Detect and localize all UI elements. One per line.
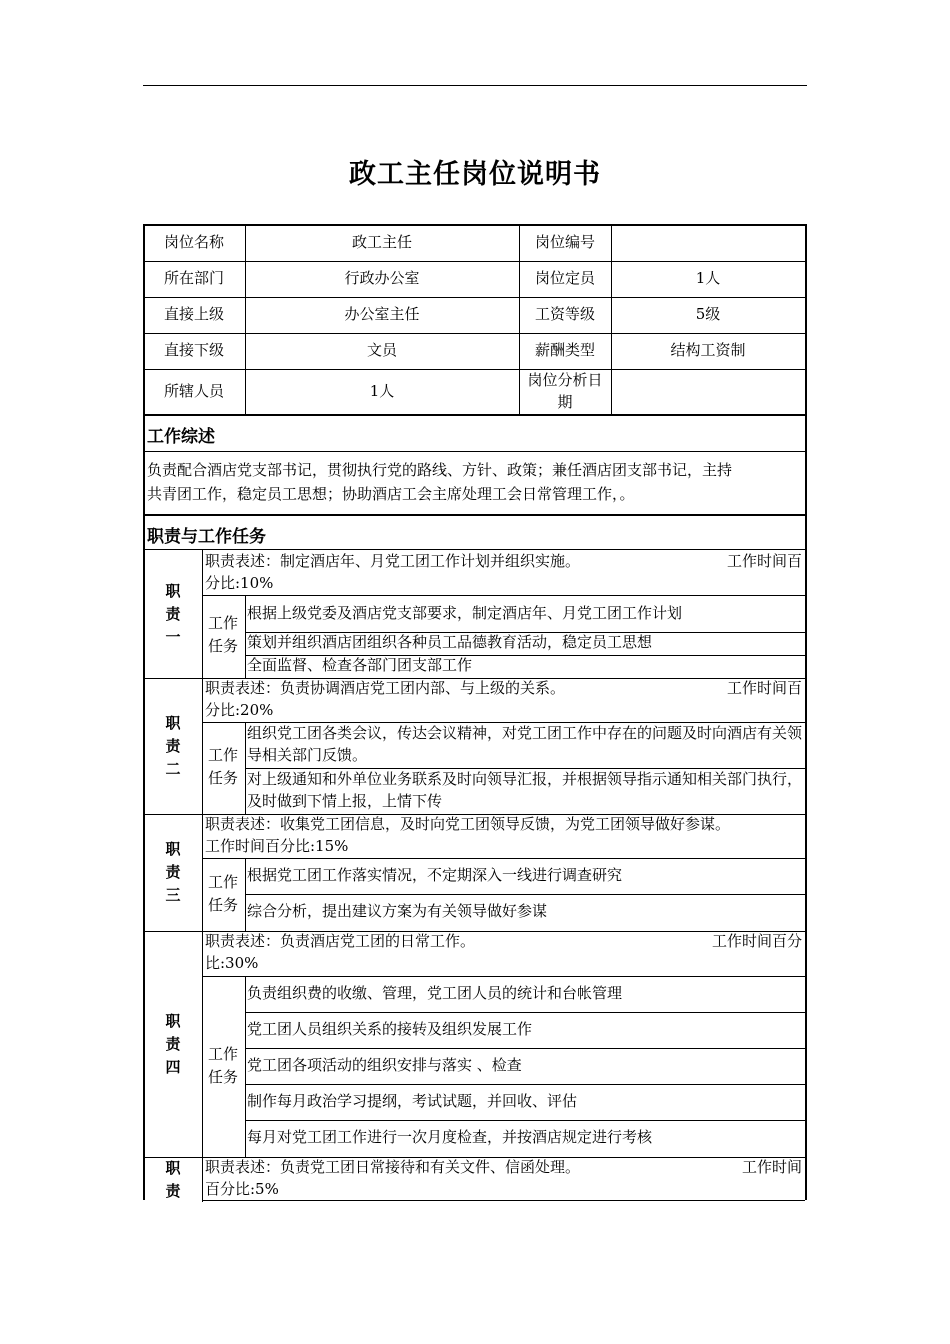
duty-4-task-4: 制作每月政治学习提纲，考试试题，并回收、评估 [247, 1092, 578, 1110]
duty-2-percent-a: 工作时间百 [726, 679, 802, 697]
duty-3-description: 职责表述：收集党工团信息，及时向党工团领导反馈，为党工团领导做好参谋。 [205, 815, 731, 833]
value-staff-managed: 1人 [369, 382, 395, 400]
label-position-name: 岗位名称 [163, 233, 224, 251]
duty-5-percent-b: 百分比:5% [205, 1180, 279, 1198]
duty-4-label: 职责四 [165, 1012, 181, 1076]
label-position-code: 岗位编号 [534, 233, 595, 251]
value-direct-superior: 办公室主任 [344, 305, 420, 323]
duty-5-label: 职责 [165, 1159, 181, 1200]
duty-4-task-label: 工作任务 [207, 1045, 238, 1086]
duty-2-task-1: 组织党工团各类会议，传达会议精神，对党工团工作中存在的问题及时向酒店有关领导相关部门反馈。 [247, 724, 803, 764]
duty-2-label: 职责二 [165, 714, 181, 778]
duty-5-description: 职责表述：负责党工团日常接待和有关文件、信函处理。 [205, 1158, 581, 1176]
label-staff-managed: 所辖人员 [163, 382, 224, 400]
value-department: 行政办公室 [344, 269, 420, 287]
duty-4-task-3: 党工团各项活动的组织安排与落实 、检查 [247, 1056, 522, 1074]
label-headcount: 岗位定员 [534, 269, 595, 287]
duty-3-task-2: 综合分析，提出建议方案为有关领导做好参谋 [247, 902, 548, 920]
duty-3-task-label: 工作任务 [207, 873, 238, 914]
value-headcount: 1人 [695, 269, 721, 287]
duties-heading: 职责与工作任务 [147, 527, 266, 547]
label-department: 所在部门 [163, 269, 224, 287]
summary-heading: 工作综述 [147, 427, 215, 447]
duty-4-percent-b: 比:30% [205, 954, 259, 972]
duty-2-task-label: 工作任务 [207, 746, 238, 787]
duty-4-description: 职责表述：负责酒店党工团的日常工作。 [205, 932, 476, 950]
duty-3-label: 职责三 [165, 840, 181, 904]
duty-4-task-1: 负责组织费的收缴、管理，党工团人员的统计和台帐管理 [247, 984, 623, 1002]
label-direct-superior: 直接上级 [163, 305, 224, 323]
value-direct-subordinate: 文员 [366, 341, 397, 359]
duty-4-percent-a: 工作时间百分 [711, 932, 802, 950]
duty-5-percent-a: 工作时间 [741, 1158, 802, 1176]
page-title: 政工主任岗位说明书 [349, 159, 601, 190]
duty-1-task-1: 根据上级党委及酒店党支部要求，制定酒店年、月党工团工作计划 [247, 604, 683, 622]
value-pay-type: 结构工资制 [670, 341, 746, 359]
label-pay-type: 薪酬类型 [534, 341, 595, 359]
duty-2-description: 职责表述：负责协调酒店党工团内部、与上级的关系。 [205, 679, 566, 697]
summary-line-1: 负责配合酒店党支部书记，贯彻执行党的路线、方针、政策；兼任酒店团支部书记，主持 [147, 461, 733, 479]
duty-1-percent-b: 分比:10% [205, 574, 274, 592]
duty-1-task-2: 策划并组织酒店团组织各种员工品德教育活动，稳定员工思想 [247, 633, 653, 651]
label-analysis-date-2: 期 [557, 393, 573, 411]
duty-1-percent-a: 工作时间百 [726, 552, 802, 570]
duty-2-percent-b: 分比:20% [205, 701, 274, 719]
value-salary-grade: 5级 [695, 305, 721, 323]
duty-4-task-2: 党工团人员组织关系的接转及组织发展工作 [247, 1020, 533, 1038]
duty-1-task-3: 全面监督、检查各部门团支部工作 [247, 656, 473, 674]
value-position-name: 政工主任 [351, 233, 412, 251]
label-analysis-date-1: 岗位分析日 [527, 371, 603, 389]
duty-1-task-label: 工作任务 [207, 614, 238, 655]
duty-3-percent-b: 工作时间百分比:15% [205, 837, 349, 855]
summary-line-2: 共青团工作，稳定员工思想；协助酒店工会主席处理工会日常管理工作，。 [147, 485, 635, 503]
duty-1-label: 职责一 [165, 582, 181, 646]
duty-1-description: 职责表述：制定酒店年、月党工团工作计划并组织实施。 [205, 552, 581, 570]
label-salary-grade: 工资等级 [534, 305, 595, 323]
header-rule [143, 85, 807, 86]
label-direct-subordinate: 直接下级 [163, 341, 224, 359]
duty-2-task-2: 对上级通知和外单位业务联系及时向领导汇报，并根据领导指示通知相关部门执行，及时做到下情上报，上情下传 [247, 770, 803, 810]
duty-4-task-5: 每月对党工团工作进行一次月度检查，并按酒店规定进行考核 [247, 1128, 653, 1146]
duty-3-task-1: 根据党工团工作落实情况，不定期深入一线进行调查研究 [247, 866, 623, 884]
